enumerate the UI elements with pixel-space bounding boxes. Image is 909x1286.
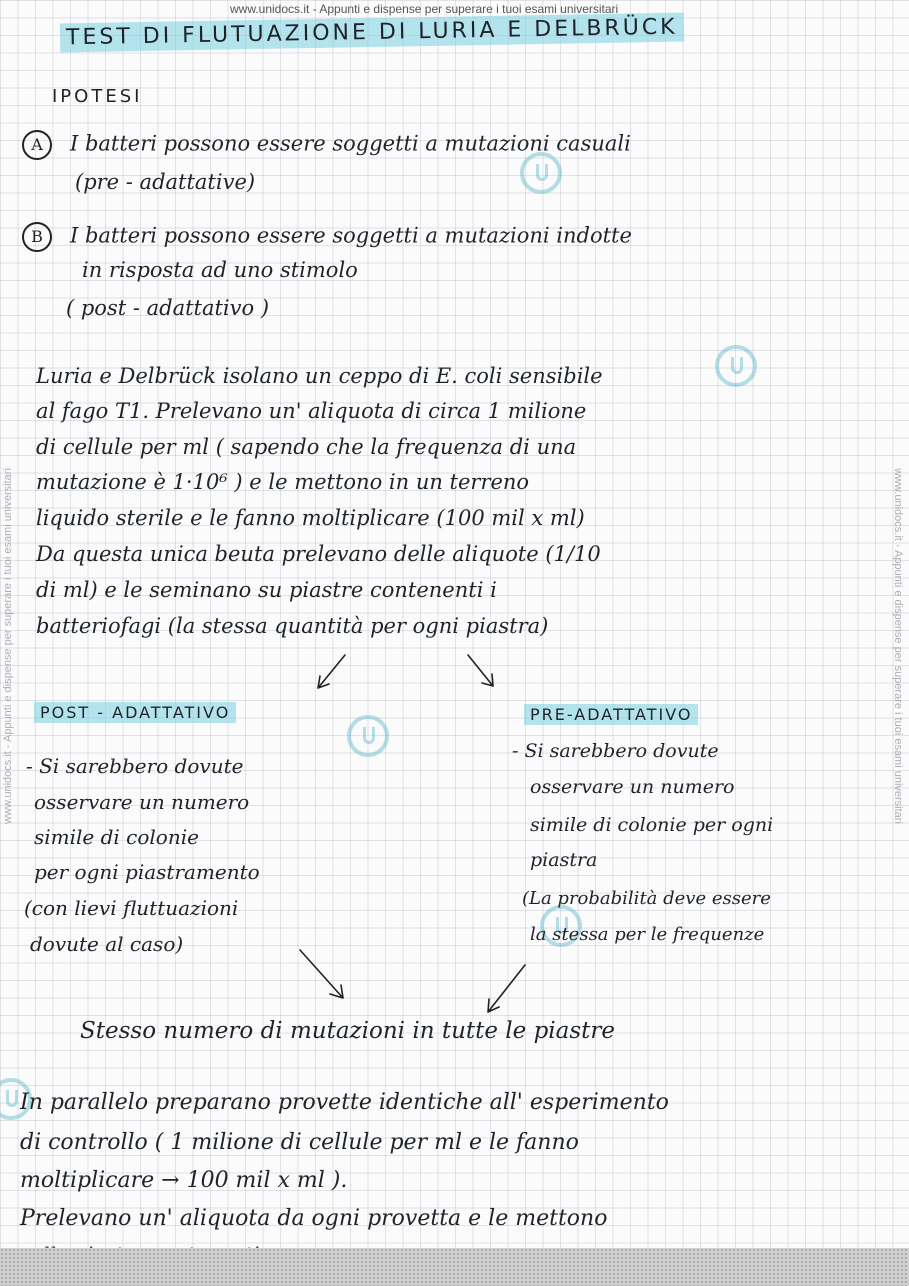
pre-line: la stessa per le frequenze	[530, 924, 765, 945]
paragraph1-line: al fago T1. Prelevano un' aliquota di circa 1 milione	[36, 399, 587, 423]
paragraph1-line: di cellule per ml ( sapendo che la frequenza di una	[36, 435, 577, 459]
paragraph2-line: Prelevano un' aliquota da ogni provetta e le mettono	[20, 1206, 608, 1231]
paragraph1-line: mutazione è 1·10⁶ ) e le mettono in un terreno	[36, 470, 530, 494]
paragraph1-line: Luria e Delbrück isolano un ceppo di E. coli sensibile	[36, 364, 603, 388]
hypothesis-b-line2: in risposta ad uno stimolo	[82, 258, 358, 282]
paragraph1-line: liquido sterile e le fanno moltiplicare (100 mil x ml)	[36, 506, 585, 530]
post-line: per ogni piastramento	[34, 860, 260, 884]
post-line: dovute al caso)	[30, 932, 184, 956]
post-line: osservare un numero	[34, 790, 250, 814]
hypothesis-a-line1: I batteri possono essere soggetti a mutazioni casuali	[70, 131, 631, 156]
watermark-right: www.unidocs.it - Appunti e dispense per superare i tuoi esami universitari	[892, 468, 904, 824]
arrow-left-icon	[318, 655, 345, 688]
pre-line: simile di colonie per ogni	[530, 814, 774, 836]
pre-line: (La probabilità deve essere	[522, 888, 771, 909]
post-line: simile di colonie	[34, 825, 199, 849]
post-line: (con lievi fluttuazioni	[24, 896, 239, 920]
arrow-down-right-icon	[300, 950, 343, 998]
pre-line: osservare un numero	[530, 776, 735, 798]
pre-line: piastra	[530, 849, 598, 871]
pre-adattativo-heading: PRE-ADATTATIVO	[524, 704, 698, 725]
page-title: TEST DI FLUTUAZIONE DI LURIA E DELBRÜCK	[60, 13, 684, 53]
marker-a: A	[22, 130, 52, 160]
hypothesis-a-line2: (pre - adattative)	[75, 170, 256, 194]
paragraph2-line: In parallelo preparano provette identiche all' esperimento	[20, 1090, 669, 1115]
ipotesi-heading: IPOTESI	[52, 86, 143, 107]
hypothesis-b-line3: ( post - adattativo )	[66, 296, 270, 320]
marker-b: B	[22, 222, 52, 252]
pre-line: - Si sarebbero dovute	[512, 740, 719, 762]
paragraph1-line: Da questa unica beuta prelevano delle aliquote (1/10	[36, 542, 601, 566]
post-adattativo-heading: POST - ADATTATIVO	[34, 702, 236, 723]
paragraph1-line: di ml) e le seminano su piastre contenenti i	[36, 578, 497, 602]
conclusion: Stesso numero di mutazioni in tutte le piastre	[80, 1018, 616, 1044]
arrow-down-left-icon	[488, 965, 525, 1012]
paragraph2-line: di controllo ( 1 milione di cellule per ml e le fanno	[20, 1130, 579, 1155]
scan-bottom-strip	[0, 1248, 909, 1286]
arrow-right-icon	[468, 655, 493, 686]
watermark-top: www.unidocs.it - Appunti e dispense per superare i tuoi esami universitari	[230, 2, 619, 16]
hypothesis-b-line1: I batteri possono essere soggetti a mutazioni indotte	[70, 223, 632, 248]
post-line: - Si sarebbero dovute	[26, 754, 244, 778]
paragraph2-line: moltiplicare → 100 mil x ml ).	[20, 1168, 348, 1193]
watermark-left: www.unidocs.it - Appunti e dispense per superare i tuoi esami universitari	[2, 468, 14, 824]
paragraph1-line: batteriofagi (la stessa quantità per ogni piastra)	[36, 614, 549, 638]
